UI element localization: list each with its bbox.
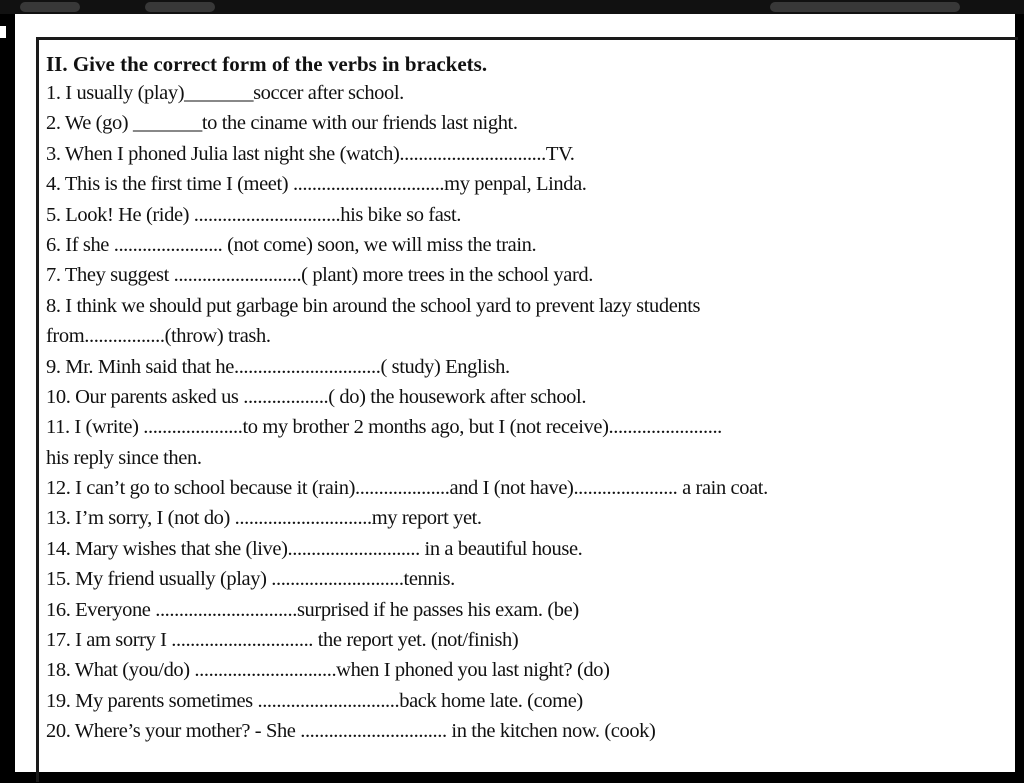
- exercise-line: 17. I am sorry I .............................. the report yet. (not/finish): [46, 629, 519, 652]
- worksheet-content: [46, 50, 1016, 747]
- exercise-line: 10. Our parents asked us ..................( do) the housework after school.: [46, 385, 587, 408]
- exercise-line: his reply since then.: [46, 446, 202, 469]
- exercise-line: 15. My friend usually (play) ............................tennis.: [46, 568, 455, 591]
- exercise-line: from.................(throw) trash.: [46, 325, 271, 348]
- phone-status-bar: [0, 0, 1024, 14]
- left-edge-marker: [0, 26, 6, 38]
- exercise-line: 6. If she ....................... (not come) soon, we will miss the train.: [46, 233, 537, 256]
- exercise-line: 5. Look! He (ride) ...............................his bike so fast.: [46, 203, 462, 226]
- exercise-title: II. Give the correct form of the verbs in brackets.: [46, 52, 488, 76]
- exercise-line: 1. I usually (play)_______soccer after school.: [46, 82, 404, 104]
- exercise-line: 9. Mr. Minh said that he...............................( study) English.: [46, 355, 510, 378]
- exercise-line: 19. My parents sometimes ..............................back home late. (come): [46, 689, 583, 712]
- status-right-indicators: [770, 2, 960, 12]
- exercise-line: 13. I’m sorry, I (not do) .............................my report yet.: [46, 507, 482, 530]
- exercise-line: 11. I (write) .....................to my brother 2 months ago, but I (not receive)........................: [46, 416, 722, 439]
- exercise-line: 2. We (go) _______to the ciname with our friends last night.: [46, 112, 518, 135]
- exercise-line: 4. This is the first time I (meet) ................................my penpal, Linda.: [46, 173, 587, 196]
- exercise-line: 8. I think we should put garbage bin around the school yard to prevent lazy students: [46, 294, 701, 317]
- exercise-line: 18. What (you/do) ..............................when I phoned you last night? (do): [46, 659, 610, 682]
- exercise-line: 16. Everyone ..............................surprised if he passes his exam. (be): [46, 598, 579, 621]
- status-left-indicators: [20, 2, 80, 12]
- status-center-indicators: [145, 2, 215, 12]
- exercise-line: 12. I can’t go to school because it (rain)....................and I (not have)...................... a rain coat.: [46, 477, 768, 500]
- exercise-line: 7. They suggest ...........................( plant) more trees in the school yard.: [46, 264, 593, 287]
- exercise-line: 20. Where’s your mother? - She ............................... in the kitchen now. (cook): [46, 720, 656, 743]
- exercise-line: 3. When I phoned Julia last night she (watch)...............................TV.: [46, 142, 575, 165]
- exercise-line: 14. Mary wishes that she (live)............................ in a beautiful house.: [46, 537, 583, 560]
